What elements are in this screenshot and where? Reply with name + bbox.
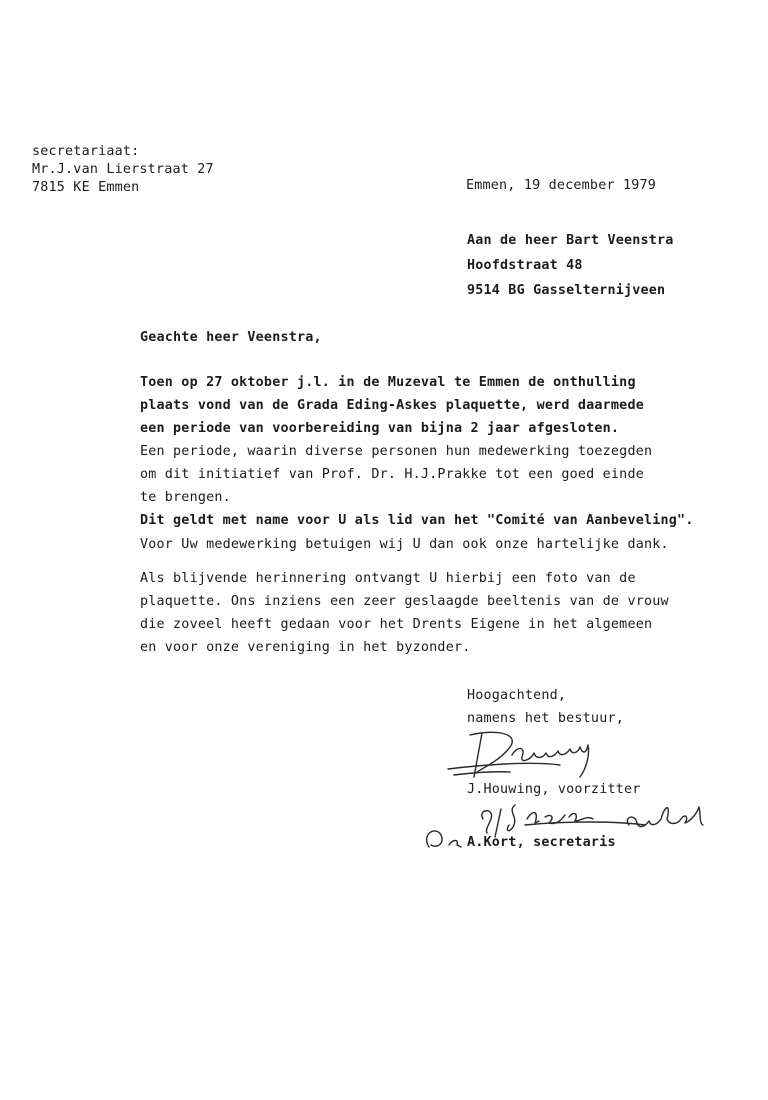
recipient-street: Hoofdstraat 48	[467, 258, 583, 273]
date-line: Emmen, 19 december 1979	[466, 178, 657, 193]
body-line: een periode van voorbereiding van bijna 2 jaar afgesloten.	[140, 421, 620, 436]
body-line: Dit geldt met name voor U als lid van het "Comité van Aanbeveling".	[140, 513, 694, 528]
body-line: plaats vond van de Grada Eding-Askes plaquette, werd daarmede	[140, 398, 644, 413]
recipient-name: Aan de heer Bart Veenstra	[467, 233, 674, 248]
handwritten-signature-chairman	[440, 725, 620, 785]
recipient-postal-city: 9514 BG Gasselternijveen	[467, 283, 666, 298]
body-line: Toen op 27 oktober j.l. in de Muzeval te Emmen de onthulling	[140, 375, 636, 390]
letterhead-postal-city: 7815 KE Emmen	[32, 180, 140, 195]
body-line: Als blijvende herinnering ontvangt U hierbij een foto van de	[140, 571, 636, 586]
closing-greeting: Hoogachtend,	[467, 688, 567, 703]
body-line: Een periode, waarin diverse personen hun medewerking toezegden	[140, 444, 653, 459]
body-line: om dit initiatief van Prof. Dr. H.J.Prakke tot een goed einde	[140, 467, 644, 482]
body-line: die zoveel heeft gedaan voor het Drents Eigene in het algemeen	[140, 617, 653, 632]
body-line: plaquette. Ons inziens een zeer geslaagde beeltenis van de vrouw	[140, 594, 669, 609]
letterhead-street: Mr.J.van Lierstraat 27	[32, 162, 214, 177]
closing-on-behalf: namens het bestuur,	[467, 711, 624, 726]
signer-chairman: J.Houwing, voorzitter	[467, 782, 641, 797]
letterhead-label: secretariaat:	[32, 144, 140, 159]
body-line: Voor Uw medewerking betuigen wij U dan ook onze hartelijke dank.	[140, 537, 669, 552]
body-line: en voor onze vereniging in het byzonder.	[140, 640, 471, 655]
body-line: te brengen.	[140, 490, 231, 505]
salutation: Geachte heer Veenstra,	[140, 330, 322, 345]
signer-secretary: A.Kort, secretaris	[467, 835, 616, 850]
